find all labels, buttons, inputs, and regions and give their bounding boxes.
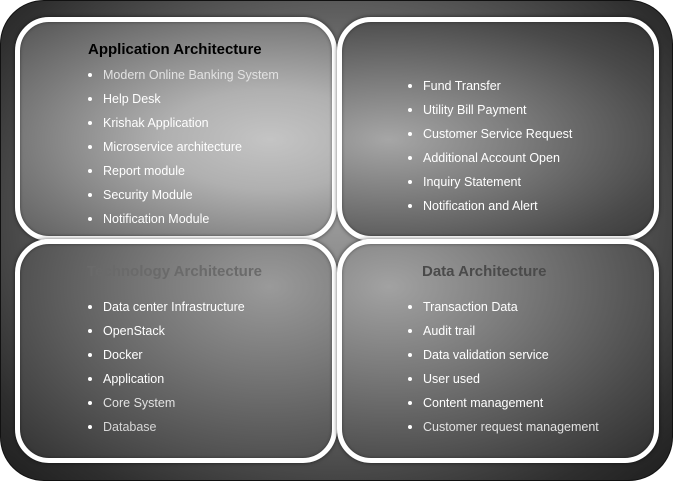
services-list: [408, 74, 572, 218]
list-item: Customer Service Request: [408, 122, 572, 146]
list-item: Additional Account Open: [408, 146, 572, 170]
list-item: Content management: [408, 391, 599, 415]
list-item: Customer request management: [408, 415, 599, 439]
list-item: OpenStack: [88, 319, 245, 343]
list-item: Security Module: [88, 183, 279, 207]
list-item: Database: [88, 415, 245, 439]
quadrant-application-architecture: [15, 17, 337, 241]
list-item: Microservice architecture: [88, 135, 279, 159]
list-item: Notification and Alert: [408, 194, 572, 218]
data-architecture-list: [408, 295, 599, 439]
list-item: Application: [88, 367, 245, 391]
data-architecture-title: Data Architecture: [422, 263, 547, 280]
list-item: Inquiry Statement: [408, 170, 572, 194]
list-item: Fund Transfer: [408, 74, 572, 98]
application-architecture-title: Application Architecture: [88, 41, 262, 58]
list-item: Notification Module: [88, 207, 279, 231]
list-item: Docker: [88, 343, 245, 367]
list-item: User used: [408, 367, 599, 391]
application-architecture-list: [88, 63, 279, 231]
technology-architecture-title: Technology Architecture: [87, 263, 263, 280]
list-item: Core System: [88, 391, 245, 415]
list-item: Utility Bill Payment: [408, 98, 572, 122]
list-item: Help Desk: [88, 87, 279, 111]
list-item: Data validation service: [408, 343, 599, 367]
quadrant-services: [337, 17, 659, 241]
list-item: Report module: [88, 159, 279, 183]
list-item: Transaction Data: [408, 295, 599, 319]
list-item: Modern Online Banking System: [88, 63, 279, 87]
list-item: Audit trail: [408, 319, 599, 343]
technology-architecture-list: [88, 295, 245, 439]
quadrant-technology-architecture: [15, 239, 337, 463]
list-item: Data center Infrastructure: [88, 295, 245, 319]
quadrant-data-architecture: [337, 239, 659, 463]
list-item: Krishak Application: [88, 111, 279, 135]
